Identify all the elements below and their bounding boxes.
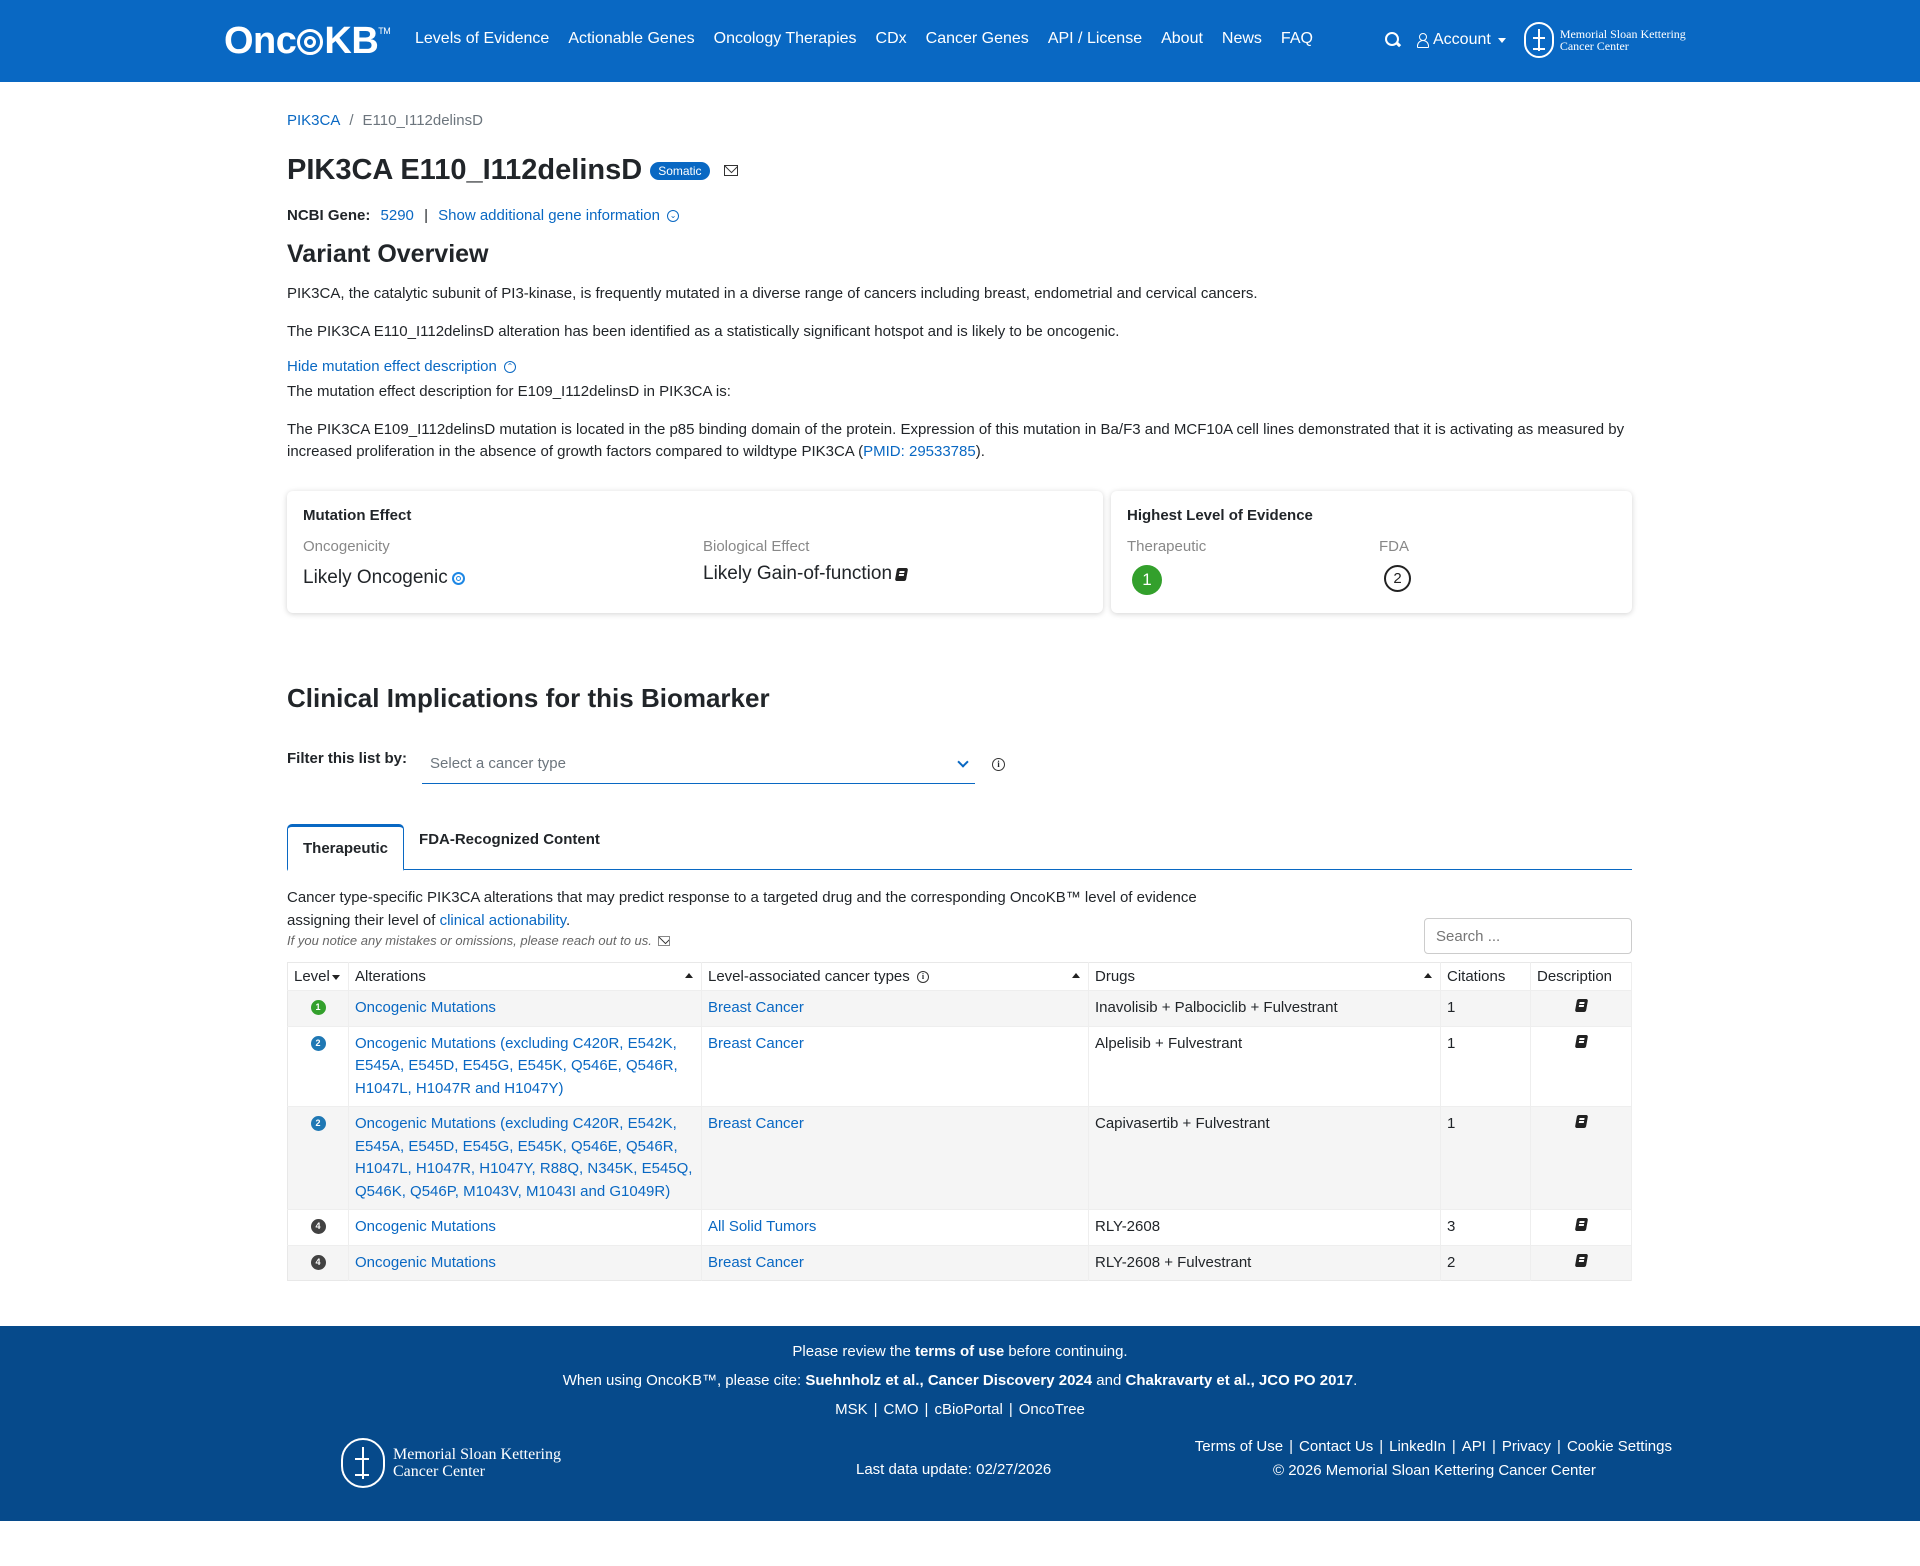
msk-tree-icon	[1524, 22, 1554, 58]
drugs-cell: RLY-2608	[1089, 1210, 1441, 1246]
drugs-cell: Alpelisib + Fulvestrant	[1089, 1026, 1441, 1107]
mail-icon[interactable]	[724, 165, 738, 176]
feedback-note-text: If you notice any mistakes or omissions, please reach out to us.	[287, 933, 652, 948]
footer	[0, 1326, 1920, 1521]
cancer-type-link[interactable]: Breast Cancer	[708, 1115, 804, 1132]
alteration-cell	[349, 1026, 702, 1107]
table-row	[288, 1107, 1632, 1210]
likely-oncogenic-icon	[452, 572, 465, 585]
alteration-link[interactable]: Oncogenic Mutations (excluding C420R, E542K, E545A, E545D, E545G, E545K, Q546E, Q546R, H1047L, H1047R and H1047Y)	[355, 1034, 678, 1097]
last-data-update: Last data update: 02/27/2026	[856, 1461, 1052, 1478]
therapeutic-col	[1127, 538, 1379, 595]
col-cancer-types-label: Level-associated cancer types	[708, 968, 910, 985]
citations-cell: 1	[1441, 991, 1531, 1027]
col-description-label: Description	[1537, 968, 1613, 985]
ncbi-gene-link[interactable]: 5290	[380, 207, 414, 224]
description-line2	[287, 909, 1197, 932]
feedback-note	[287, 933, 1197, 948]
alteration-cell	[349, 1210, 702, 1246]
sort-desc-icon	[332, 975, 340, 980]
terms-of-use-link[interactable]: terms of use	[914, 1343, 1005, 1360]
cancer-type-cell	[702, 991, 1089, 1027]
col-description	[1531, 963, 1632, 991]
hide-mutation-effect-label[interactable]: Hide mutation effect description	[287, 358, 497, 375]
cancer-type-link[interactable]: Breast Cancer	[708, 1253, 804, 1271]
col-alterations[interactable]	[349, 963, 702, 991]
nav-api-license[interactable]: API / License	[1047, 30, 1143, 47]
msk-line2: Cancer Center	[1559, 39, 1629, 53]
description-end: .	[566, 912, 571, 929]
book-icon[interactable]	[1574, 1035, 1587, 1048]
copyright: © 2026 Memorial Sloan Kettering Cancer Center	[1273, 1462, 1596, 1479]
citation-notice	[0, 1366, 1920, 1395]
col-level-label: Level	[294, 968, 330, 985]
oncogenicity-label: Oncogenicity	[303, 538, 390, 555]
oncogenicity-col	[303, 538, 703, 589]
fda-col	[1379, 538, 1411, 595]
therapeutic-label: Therapeutic	[1127, 538, 1207, 555]
level-cell	[288, 1245, 349, 1281]
level-2-icon: 2	[311, 1116, 326, 1131]
privacy-link[interactable]: Privacy	[1501, 1438, 1552, 1455]
target-icon	[297, 29, 323, 55]
nav-news[interactable]: News	[1221, 30, 1262, 47]
level-cell	[288, 991, 349, 1027]
somatic-badge: Somatic	[650, 162, 709, 180]
tab-therapeutic[interactable]: Therapeutic	[287, 824, 404, 871]
separator: |	[424, 207, 428, 224]
col-drugs[interactable]	[1089, 963, 1441, 991]
sort-asc-icon	[685, 973, 693, 978]
therapeutic-table	[287, 962, 1632, 1281]
col-citations-label: Citations	[1447, 968, 1506, 985]
breadcrumb	[287, 112, 1632, 129]
nav-actionable-genes[interactable]: Actionable Genes	[568, 30, 695, 47]
col-citations[interactable]	[1441, 963, 1531, 991]
mutation-effect-title: Mutation Effect	[303, 507, 412, 524]
nav-cancer-genes[interactable]: Cancer Genes	[925, 30, 1029, 47]
cancer-type-placeholder: Select a cancer type	[430, 755, 566, 772]
mutation-effect-card	[287, 491, 1103, 613]
book-icon[interactable]	[895, 568, 908, 581]
cancer-type-link[interactable]: Breast Cancer	[708, 1034, 804, 1052]
level-2-icon: 2	[311, 1036, 326, 1051]
table-description-row	[287, 886, 1632, 954]
description-cell	[1531, 1210, 1632, 1246]
biological-effect-label: Biological Effect	[703, 538, 810, 555]
footer-center	[0, 1326, 1920, 1424]
hide-mutation-effect-toggle[interactable]	[287, 358, 1632, 375]
mail-icon[interactable]	[658, 936, 670, 946]
level-4-icon: 4	[311, 1255, 326, 1270]
chevron-up-circle-icon: ⌃	[504, 361, 516, 373]
table-header-row	[288, 963, 1632, 991]
mutation-effect-description	[287, 419, 1632, 463]
caret-down-icon	[1498, 38, 1506, 43]
chevron-down-icon[interactable]	[957, 756, 968, 767]
footer-msk-logo[interactable]	[341, 1438, 561, 1488]
table-row	[288, 991, 1632, 1027]
nav-faq[interactable]: FAQ	[1280, 30, 1313, 47]
description-cell	[1531, 1107, 1632, 1210]
cite-end: .	[1353, 1372, 1358, 1389]
variant-overview-heading: Variant Overview	[287, 240, 489, 268]
table-row	[288, 1245, 1632, 1281]
chevron-down-circle-icon: ⌄	[667, 210, 679, 222]
fda-label: FDA	[1379, 538, 1409, 555]
oncokb-logo[interactable]: Onc KB TM	[224, 20, 391, 62]
mutation-effect-columns	[303, 538, 1087, 589]
col-alterations-label: Alterations	[355, 968, 426, 985]
level-cell	[288, 1107, 349, 1210]
highest-level-columns	[1127, 538, 1616, 595]
terms-post: before continuing.	[1004, 1343, 1128, 1360]
level-cell	[288, 1026, 349, 1107]
alteration-link[interactable]: Oncogenic Mutations	[355, 1253, 496, 1271]
cancer-type-link[interactable]: All Solid Tumors	[708, 1218, 817, 1235]
footer-msk-line2: Cancer Center	[393, 1463, 485, 1480]
cancer-type-cell	[702, 1107, 1089, 1210]
drugs-cell: RLY-2608 + Fulvestrant	[1089, 1245, 1441, 1281]
search-icon[interactable]	[1385, 32, 1401, 48]
summary-cards	[287, 491, 1632, 613]
breadcrumb-gene[interactable]: PIK3CA	[287, 112, 341, 129]
biological-effect-col	[703, 538, 907, 589]
citations-cell: 3	[1441, 1210, 1531, 1246]
api-link[interactable]: API	[1461, 1438, 1486, 1455]
contact-link[interactable]: Contact Us	[1299, 1438, 1374, 1455]
msk-link[interactable]: MSK	[835, 1401, 868, 1418]
user-icon	[1417, 33, 1429, 47]
book-icon[interactable]	[1574, 1218, 1587, 1231]
cancer-type-cell	[702, 1210, 1089, 1246]
oncogenicity-value: Likely Oncogenic	[303, 567, 448, 588]
page-title: PIK3CA E110_I112delinsD	[287, 154, 643, 186]
account-label: Account	[1433, 31, 1491, 48]
book-icon[interactable]	[1574, 999, 1587, 1012]
col-drugs-label: Drugs	[1095, 968, 1136, 985]
msk-tree-icon	[341, 1438, 385, 1488]
citations-cell: 1	[1441, 1107, 1531, 1210]
tab-fda-recognized-content[interactable]: FDA-Recognized Content	[419, 831, 600, 848]
oncotree-link[interactable]: OncoTree	[1018, 1401, 1085, 1418]
nav-cdx[interactable]: CDx	[875, 30, 907, 47]
show-gene-info-link[interactable]	[438, 207, 679, 224]
ncbi-label: NCBI Gene:	[287, 207, 371, 224]
terms-pre: Please review the	[792, 1343, 915, 1360]
breadcrumb-variant: E110_I112delinsD	[362, 112, 483, 129]
drugs-cell: Inavolisib + Palbociclib + Fulvestrant	[1089, 991, 1441, 1027]
msk-line1: Memorial Sloan Kettering	[1559, 27, 1686, 41]
table-row	[288, 1210, 1632, 1246]
linkedin-link[interactable]: LinkedIn	[1389, 1438, 1446, 1455]
alteration-cell	[349, 1107, 702, 1210]
alteration-cell	[349, 991, 702, 1027]
title-row	[287, 154, 1632, 187]
show-gene-info-label: Show additional gene information	[438, 207, 660, 224]
book-icon[interactable]	[1574, 1115, 1587, 1128]
mutation-effect-intro: The mutation effect description for E109_I112delinsD in PIK3CA is:	[287, 383, 731, 400]
breadcrumb-separator: /	[349, 112, 354, 129]
terms-notice	[0, 1337, 1920, 1366]
overview-gene-summary: PIK3CA, the catalytic subunit of PI3-kinase, is frequently mutated in a diverse range of cancers including breast, endometrial and cervical cancers.	[287, 285, 1258, 302]
footer-links: Terms of Use | Contact Us | LinkedIn | API | Privacy | Cookie Settings	[1194, 1438, 1672, 1455]
highest-level-card	[1111, 491, 1632, 613]
filter-label: Filter this list by:	[287, 750, 408, 767]
table-description	[287, 886, 1197, 954]
mutation-effect-text: The PIK3CA E109_I112delinsD mutation is located in the p85 binding domain of the protein. Expression of this mutation in Ba/F3 and MCF10A cell lines demonstrated that it is activating as measured by increased proliferation in the absence of growth factors compared to wildtype PIK3CA (	[287, 421, 1625, 460]
cancer-type-cell	[702, 1245, 1089, 1281]
citations-cell: 2	[1441, 1245, 1531, 1281]
book-icon[interactable]	[1574, 1254, 1587, 1267]
nav-about[interactable]: About	[1161, 30, 1203, 47]
nav-levels-of-evidence[interactable]: Levels of Evidence	[415, 30, 550, 47]
account-dropdown[interactable]	[1417, 31, 1506, 49]
filter-row	[287, 740, 1632, 784]
msk-logo[interactable]	[1524, 22, 1686, 58]
citation-link-1[interactable]: Suehnholz et al., Cancer Discovery 2024	[805, 1372, 1093, 1389]
citation-link-2[interactable]: Chakravarty et al., JCO PO 2017	[1125, 1372, 1354, 1389]
cancer-type-link[interactable]: Breast Cancer	[708, 999, 804, 1016]
cancer-type-select[interactable]	[422, 744, 975, 784]
top-navbar	[0, 0, 1920, 82]
cbioportal-link[interactable]: cBioPortal	[934, 1401, 1003, 1418]
overview-variant-summary: The PIK3CA E110_I112delinsD alteration has been identified as a statistically significant hotspot and is likely to be oncogenic.	[287, 323, 1120, 340]
terms-link[interactable]: Terms of Use	[1194, 1438, 1284, 1455]
highest-level-title: Highest Level of Evidence	[1127, 507, 1313, 524]
biological-effect-value: Likely Gain-of-function	[703, 563, 893, 584]
pmid-link[interactable]: PMID: 29533785	[863, 443, 976, 460]
drugs-cell: Capivasertib + Fulvestrant	[1089, 1107, 1441, 1210]
col-cancer-types[interactable]	[702, 963, 1089, 991]
cite-pre: When using OncoKB™, please cite:	[562, 1372, 806, 1389]
level-cell	[288, 1210, 349, 1246]
table-search-input[interactable]	[1424, 918, 1632, 954]
sort-asc-icon	[1424, 973, 1432, 978]
partner-links: MSK | CMO | cBioPortal | OncoTree	[835, 1401, 1085, 1418]
nav-right	[1385, 22, 1686, 58]
nav-oncology-therapies[interactable]: Oncology Therapies	[713, 30, 857, 47]
level-1-icon[interactable]: 1	[1132, 565, 1162, 595]
fda-level-2-icon[interactable]: 2	[1384, 565, 1411, 592]
description-line1: Cancer type-specific PIK3CA alterations that may predict response to a targeted drug and the corresponding OncoKB™ level of evidence	[287, 889, 1197, 906]
alteration-link[interactable]: Oncogenic Mutations	[355, 1218, 496, 1235]
mutation-effect-end: ).	[975, 443, 985, 460]
table-row	[288, 1026, 1632, 1107]
main-content	[287, 112, 1632, 1281]
description-cell	[1531, 1245, 1632, 1281]
cite-and: and	[1092, 1372, 1126, 1389]
clinical-implications-heading: Clinical Implications for this Biomarker	[287, 683, 770, 713]
footer-msk-line1: Memorial Sloan Kettering	[393, 1446, 561, 1463]
info-icon[interactable]: i	[917, 971, 929, 983]
cancer-type-cell	[702, 1026, 1089, 1107]
level-1-icon: 1	[311, 1000, 326, 1015]
alteration-link[interactable]: Oncogenic Mutations (excluding C420R, E542K, E545A, E545D, E545G, E545K, Q546E, Q546R, H1047L, H1047R, H1047Y, R88Q, N345K, E545Q, Q546K, Q546P, M1043V, M1043I and G1049R)	[355, 1115, 693, 1200]
ncbi-gene-row	[287, 207, 1632, 224]
cookie-settings-link[interactable]: Cookie Settings	[1566, 1438, 1672, 1455]
col-level[interactable]	[288, 963, 349, 991]
tabs	[287, 822, 1632, 870]
description-cell	[1531, 991, 1632, 1027]
description-line2-text: assigning their level of	[287, 912, 440, 929]
biological-effect-value-row	[703, 563, 907, 585]
main-nav	[415, 30, 1332, 48]
citations-cell: 1	[1441, 1026, 1531, 1107]
clinical-actionability-link[interactable]: clinical actionability	[439, 912, 567, 929]
info-icon[interactable]: i	[992, 758, 1005, 771]
level-4-icon: 4	[311, 1219, 326, 1234]
description-cell	[1531, 1026, 1632, 1107]
oncogenicity-value-row	[303, 567, 703, 589]
alteration-cell	[349, 1245, 702, 1281]
alteration-link[interactable]: Oncogenic Mutations	[355, 999, 496, 1016]
sort-asc-icon	[1072, 973, 1080, 978]
cmo-link[interactable]: CMO	[883, 1401, 919, 1418]
